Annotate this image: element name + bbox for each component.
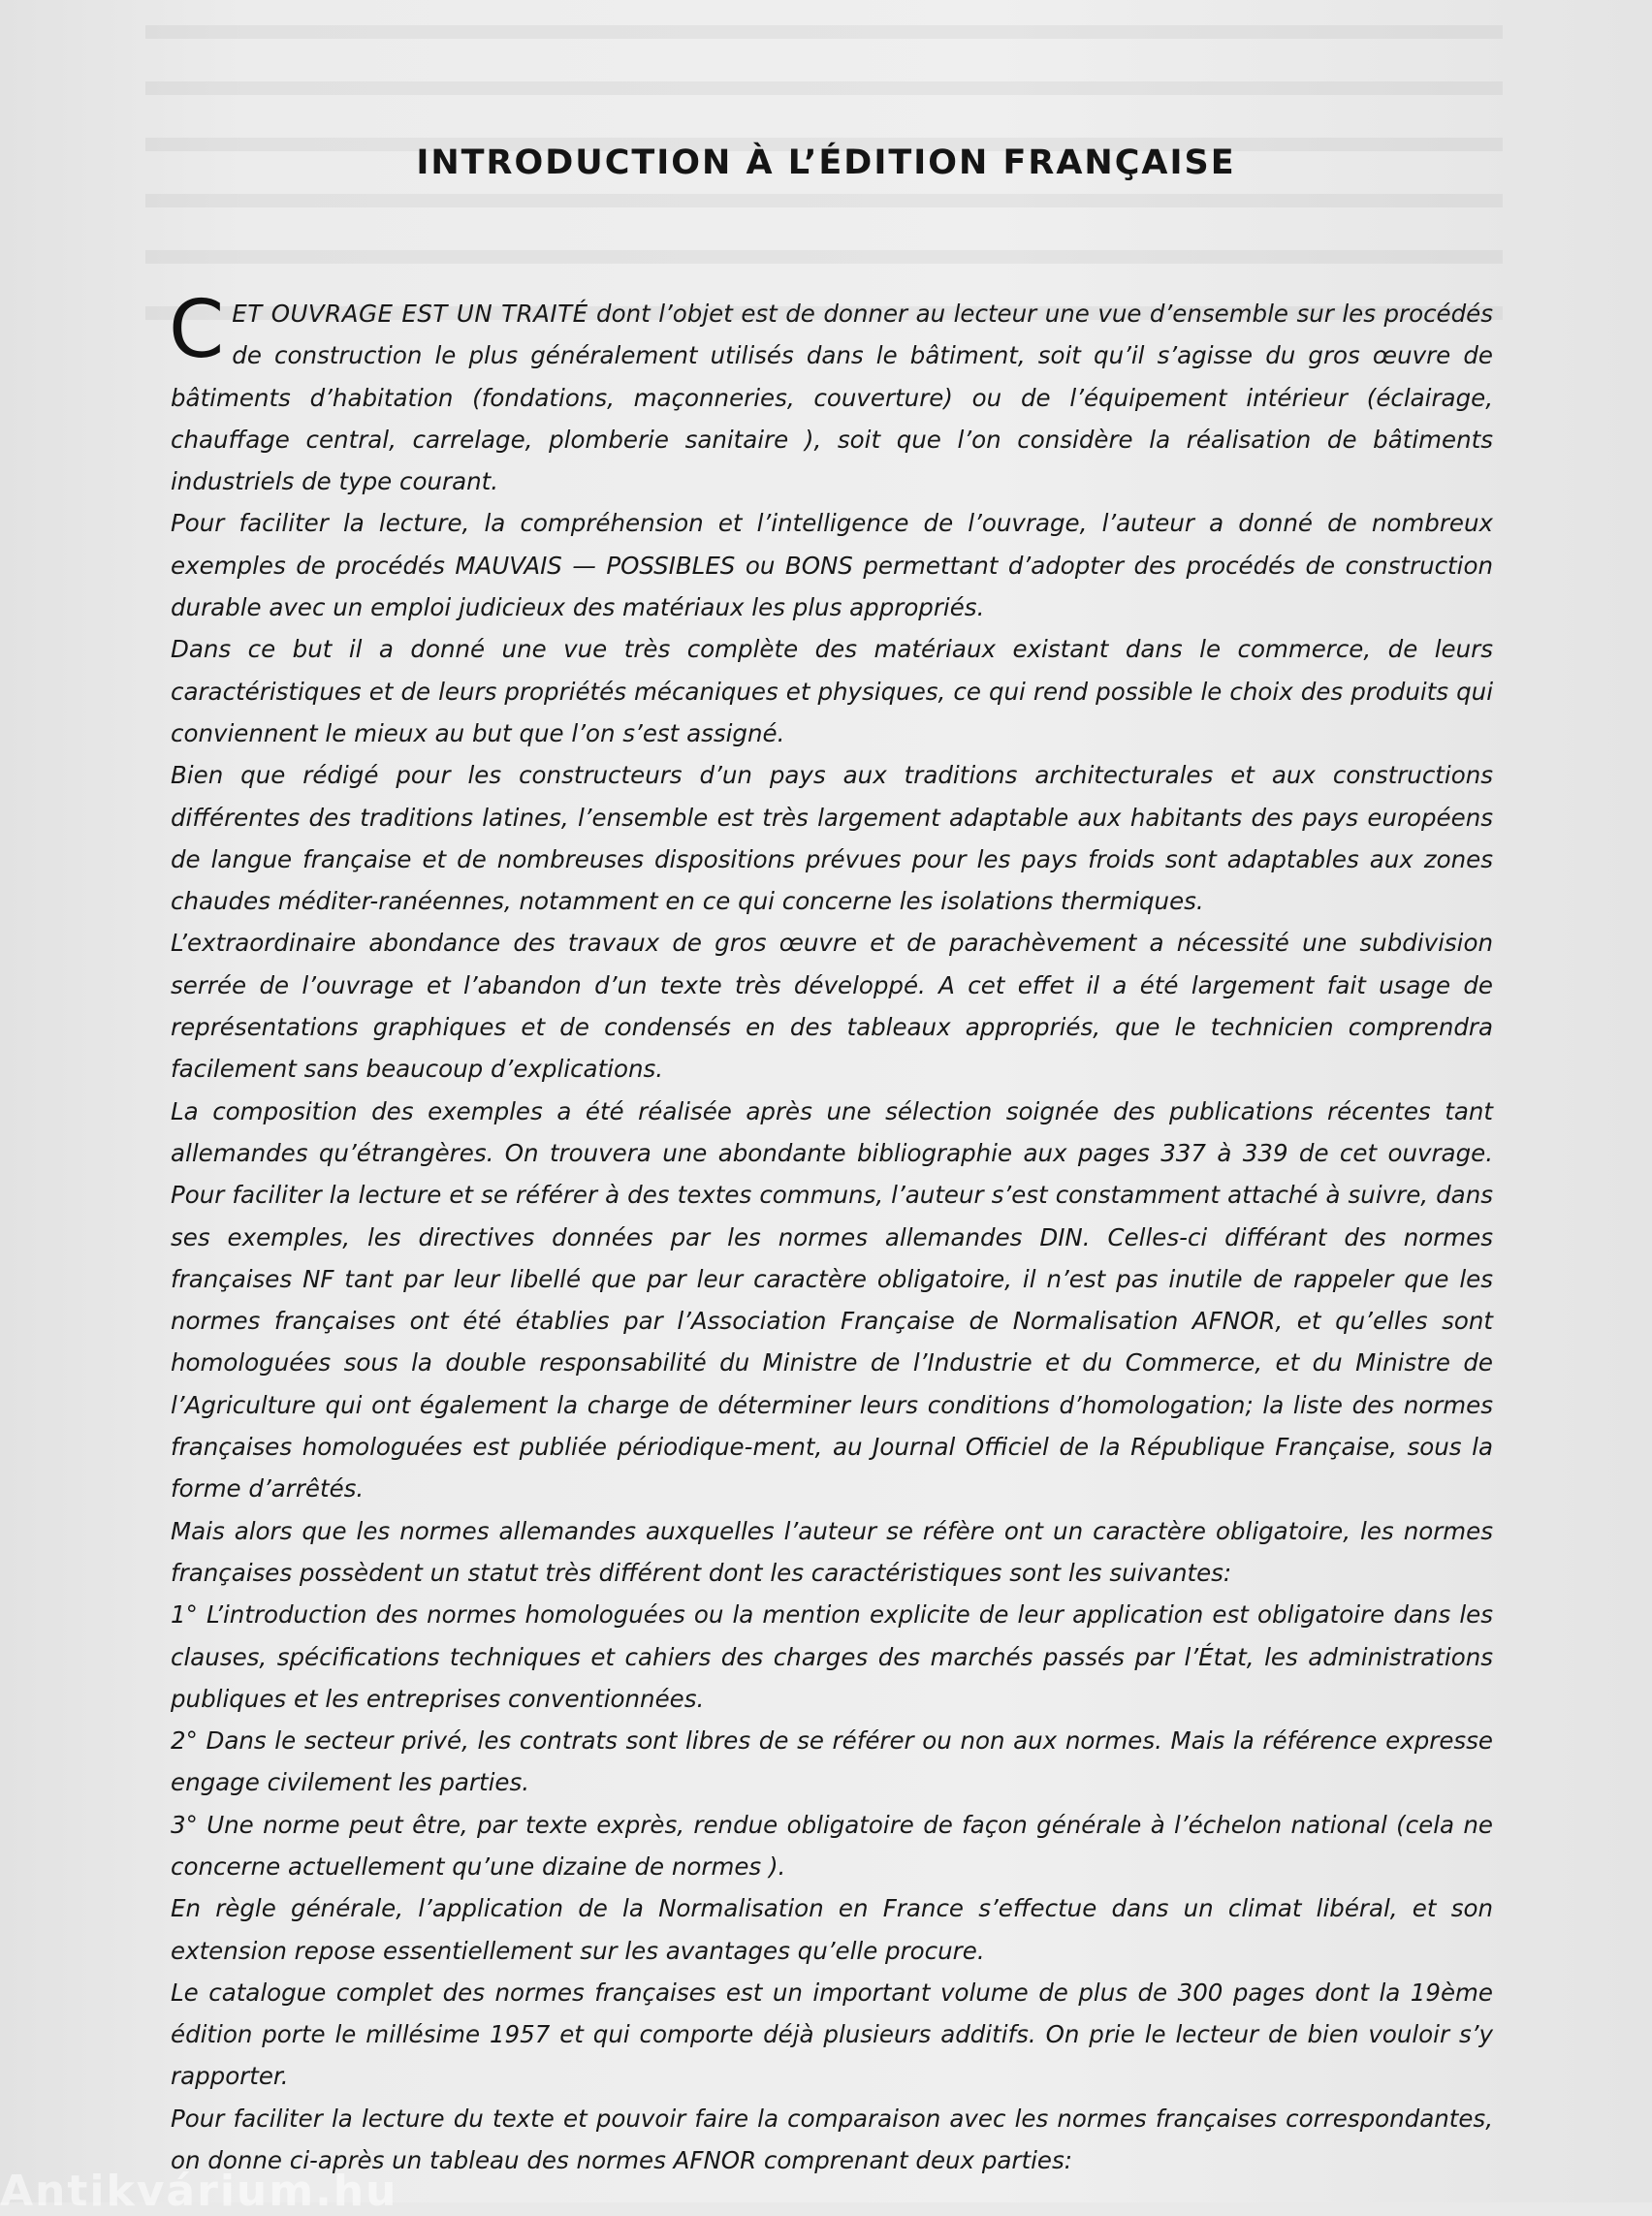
paragraph: En règle générale, l’application de la Normalisation en France s’effectue dans un climat libéral, et son extension repose essentiellement sur les avantages qu’elle procure.: [171, 1894, 1493, 1965]
paragraph: L’extraordinaire abondance des travaux de gros œuvre et de parachèvement a nécessité une subdivision serrée de l’ouvrage et l’abandon d’un texte très développé. A cet effet il a été largement fait usage de représentations graphiques et de condensés en des tableaux appropriés, que le technicien comprendra facilement sans beaucoup d’explications.: [171, 929, 1493, 1084]
list-item-1: 1° L’introduction des normes homologuées ou la mention explicite de leur application est obligatoire dans les clauses, spécifications techniques et cahiers des charges des marchés passés par l’État, les administrations publiques et les entreprises conventionnées.: [171, 1600, 1493, 1713]
paragraph: Dans ce but il a donné une vue très complète des matériaux existant dans le commerce, de leurs caractéristiques et de leurs propriétés mécaniques et physiques, ce qui rend possible le choix des produits qui conviennent le mieux au but que l’on s’est assigné.: [171, 635, 1493, 747]
paragraph: Bien que rédigé pour les constructeurs d’un pays aux traditions architecturales et aux constructions différentes des traditions latines, l’ensemble est très largement adaptable aux habitants des pays européens de langue française et de nombreuses dispositions prévues pour les pays froids sont adaptables aux zones chaudes méditer-ranéennes, notamment en ce qui concerne les isolations thermiques.: [171, 761, 1493, 916]
paragraph-text: dont l’objet est de donner au lecteur une vue d’ensemble sur les procédés de construction le plus généralement utilisés dans le bâtiment, soit qu’il s’agisse du gros œuvre de bâtiments d’habitation (fondations, maçonneries, couverture) ou de l’équipement intérieur (éclairage, chauffage central, carrelage, plomberie sanitaire ), soit que l’on considère la réalisation de bâtiments industriels de type courant.: [171, 300, 1494, 496]
drop-cap: C: [169, 284, 225, 376]
list-item-3: 3° Une norme peut être, par texte exprès, rendue obligatoire de façon générale à l’échelon national (cela ne concerne actuellement qu’une dizaine de normes ).: [171, 1810, 1493, 1881]
watermark: Antikvárium.hu: [0, 2167, 398, 2216]
paragraph: Pour faciliter la lecture, la compréhension et l’intelligence de l’ouvrage, l’auteur a donné de nombreux exemples de procédés MAUVAIS — POSSIBLES ou BONS permettant d’adopter des procédés de construction durable avec un emploi judicieux des matériaux les plus appropriés.: [171, 509, 1493, 622]
paragraph: Le catalogue complet des normes françaises est un important volume de plus de 300 pages dont la 19ème édition porte le millésime 1957 et qui comporte déjà plusieurs additifs. On prie le lecteur de bien vouloir s’y rapporter.: [171, 1978, 1493, 2091]
paragraph: Pour faciliter la lecture du texte et pouvoir faire la comparaison avec les normes françaises correspondantes, on donne ci-après un tableau des normes AFNOR comprenant deux parties:: [171, 2104, 1493, 2175]
lead-in: ET OUVRAGE EST UN TRAITÉ: [232, 300, 588, 328]
paragraph: Mais alors que les normes allemandes auxquelles l’auteur se réfère ont un caractère obligatoire, les normes françaises possèdent un statut très différent dont les caractéristiques sont les suivantes:: [171, 1516, 1493, 1587]
body-text: [169, 284, 1494, 2181]
paragraph-intro: [169, 284, 1494, 502]
list-item-2: 2° Dans le secteur privé, les contrats sont libres de se référer ou non aux normes. Mais la référence expresse engage civilement les parties.: [171, 1726, 1493, 1797]
paragraph: La composition des exemples a été réalisée après une sélection soignée des publications récentes tant allemandes qu’étrangères. On trouvera une abondante bibliographie aux pages 337 à 339 de cet ouvrage. Pour faciliter la lecture et se référer à des textes communs, l’auteur s’est constamment attaché à suivre, dans ses exemples, les directives données par les normes allemandes DIN. Celles-ci différant des normes françaises NF tant par leur libellé que par leur caractère obligatoire, il n’est pas inutile de rappeler que les normes françaises ont été établies par l’Association Française de Normalisation AFNOR, et qu’elles sont homologuées sous la double responsabilité du Ministre de l’Industrie et du Commerce, et du Ministre de l’Agriculture qui ont également la charge de déterminer leurs conditions d’homologation; la liste des normes françaises homologuées est publiée périodique-ment, au Journal Officiel de la République Française, sous la forme d’arrêtés.: [171, 1096, 1493, 1504]
page-title: INTRODUCTION À L’ÉDITION FRANÇAISE: [416, 143, 1236, 182]
